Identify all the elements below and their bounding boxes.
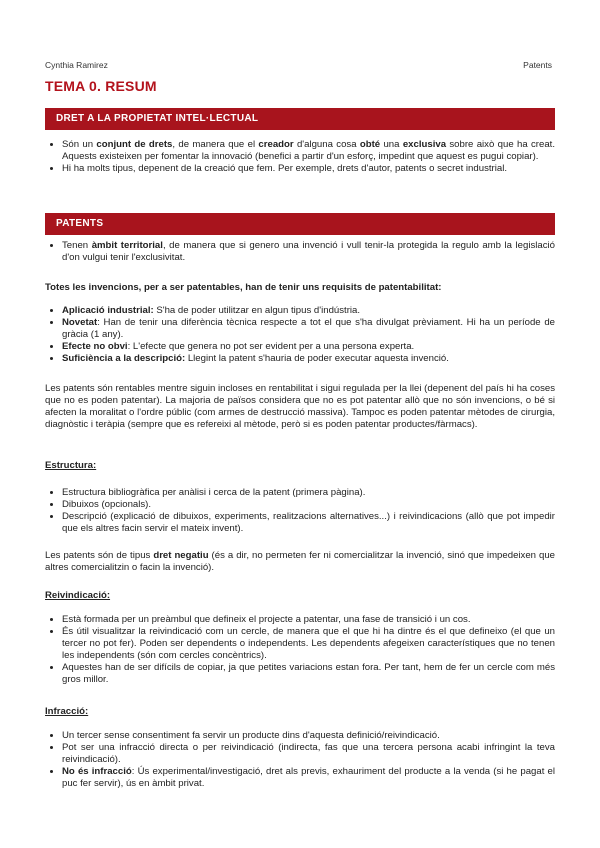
reivindicacio-heading: Reivindicació:	[45, 590, 111, 601]
requirements-list	[45, 305, 555, 365]
section-heading-ip: DRET A LA PROPIETAT INTEL·LECTUAL	[45, 108, 555, 130]
list-item: • Un tercer sense consentiment fa servir un producte dins d'aquesta definició/reivindicació.	[62, 730, 555, 742]
infraccio-list	[45, 730, 555, 790]
patents-paragraph-2: Les patents són de tipus dret negatiu (és a dir, no permeten fer ni comercialitzar la invenció, sinó que impedeixen que altres comercialitzin o facin la invenció).	[45, 550, 556, 573]
infraccio-heading: Infracció:	[45, 706, 89, 717]
page-title: TEMA 0. RESUM	[45, 78, 157, 94]
list-item: • Estructura bibliogràfica per anàlisi i cerca de la patent (primera pàgina).	[62, 487, 555, 499]
list-item: • Efecte no obvi: L'efecte que genera no pot ser evident per a una persona experta.	[62, 341, 555, 353]
list-item: • Aquestes han de ser difícils de copiar, ja que petites variacions estan fora. Per tant, hem de fer un cercle com més gros millor.	[62, 662, 555, 686]
list-item: • Suficiència a la descripció: Llegint la patent s'hauria de poder executar aquesta invenció.	[62, 353, 555, 365]
list-item: • Aplicació industrial: S'ha de poder utilitzar en algun tipus d'indústria.	[62, 305, 555, 317]
patents-territorial	[45, 240, 555, 264]
header-author: Cynthia Ramirez	[45, 60, 108, 70]
list-item: • Són un conjunt de drets, de manera que el creador d'alguna cosa obté una exclusiva sobre això que ha creat. Aquests existeixen per fomentar la innovació (benefici a partir d'un esforç, impedint que aquest es pugui copiar).	[62, 139, 555, 163]
list-item: • Dibuixos (opcionals).	[62, 499, 555, 511]
list-item: • Està formada per un preàmbul que defineix el projecte a patentar, una fase de transició i un cos.	[62, 614, 555, 626]
list-item: • Descripció (explicació de dibuixos, experiments, realitzacions alternatives...) i reivindicacions (allò que pot impedir que els altres facin servir el mateix invent).	[62, 511, 555, 535]
estructura-list	[45, 487, 555, 535]
list-item: • No és infracció: Ús experimental/investigació, dret als previs, exhauriment del producte a la venda (si he pagat el puc fer servir), ús en àmbit privat.	[62, 766, 555, 790]
list-item: • És útil visualitzar la reivindicació com un cercle, de manera que el que hi ha dintre és el que defineixo (el que un tercer no pot fer). Poden ser dependents o independents. Les dependents afegeixen característiques que no tenen les independents (són com cercles concèntrics).	[62, 626, 555, 662]
header-subject: Patents	[523, 60, 552, 70]
ip-bullets	[45, 139, 555, 175]
list-item: • Novetat: Han de tenir una diferència tècnica respecte a tot el que s'ha divulgat prèviament. Hi ha un període de gràcia (1 any).	[62, 317, 555, 341]
reivindicacio-list	[45, 614, 555, 686]
list-item: • Pot ser una infracció directa o per reivindicació (indirecta, fas que una tercera persona acabi infringint la teva reivindicació).	[62, 742, 555, 766]
estructura-heading: Estructura:	[45, 460, 97, 471]
list-item: • Tenen àmbit territorial, de manera que si genero una invenció i vull tenir-la protegida la regulo amb la legislació d'on vulgui tenir l'exclusivitat.	[62, 240, 555, 264]
requirements-intro: Totes les invencions, per a ser patentables, han de tenir uns requisits de patentabilitat:	[45, 282, 442, 293]
section-heading-patents: PATENTS	[45, 213, 555, 235]
list-item: • Hi ha molts tipus, depenent de la creació que fem. Per exemple, drets d'autor, patents o secret industrial.	[62, 163, 555, 175]
patents-paragraph-1: Les patents són rentables mentre siguin incloses en rentabilitat i sigui regulada per la llei (depenent del país hi ha coses que no es poden patentar). La majoria de països considera que no es pot patentar allò que no són invencions, o bé si afecten la moralitat o l'ordre públic (com armes de destrucció massiva). Tampoc es poden patentar mètodes de cirurgia, diagnòstic i teràpia (sempre que es refereixi al mètode, però si es poden patentar productes/fàrmacs).	[45, 383, 555, 430]
